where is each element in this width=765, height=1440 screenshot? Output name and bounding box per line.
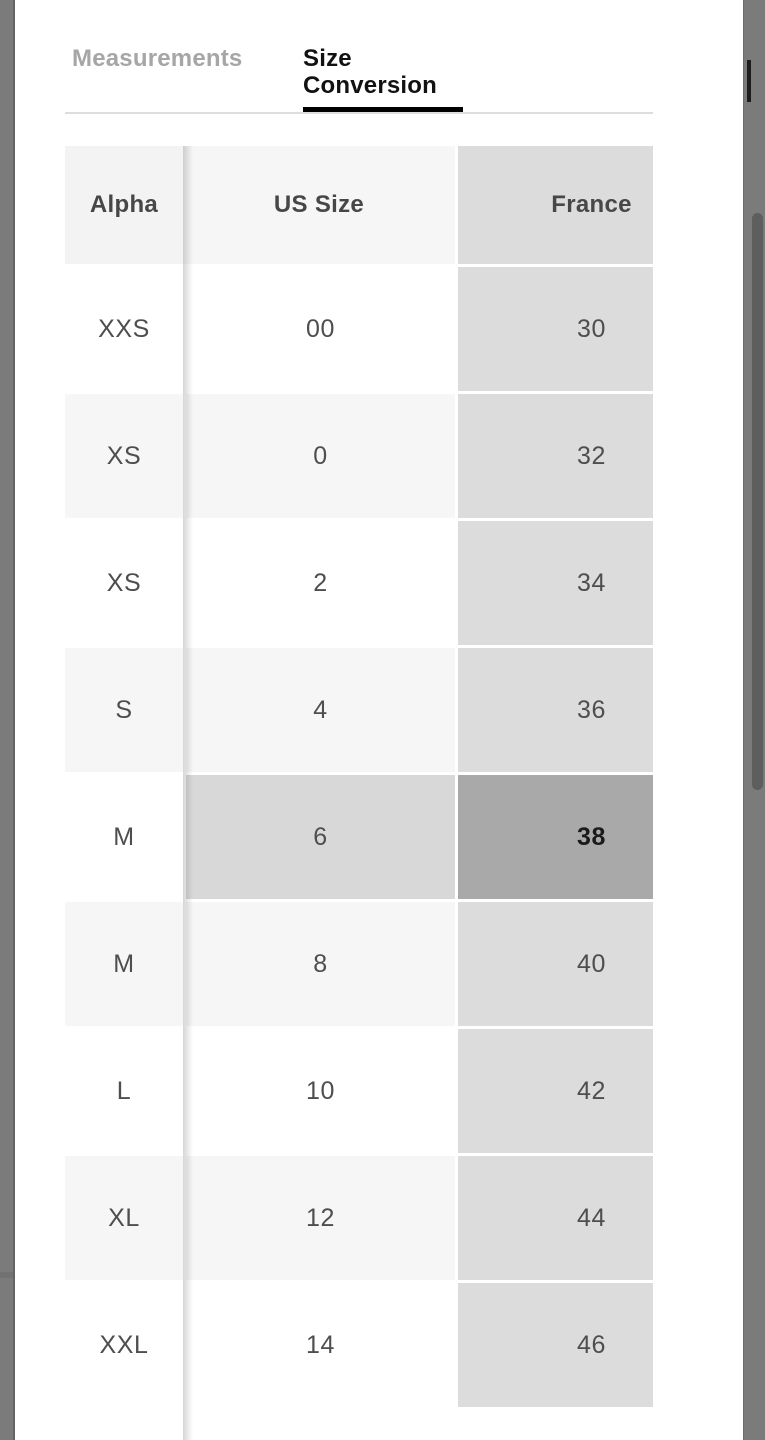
- backdrop-seam: [0, 1272, 13, 1278]
- table-row: [65, 394, 653, 521]
- table-row: [65, 648, 653, 775]
- alpha-cell: XS: [65, 521, 183, 648]
- france-cell: 30: [455, 267, 653, 394]
- column-header-us-size: US Size: [183, 146, 455, 267]
- alpha-cell: XS: [65, 394, 183, 521]
- table-row: [65, 902, 653, 1029]
- table-row: [65, 1283, 653, 1410]
- table-row: [65, 521, 653, 648]
- france-cell: 40: [455, 902, 653, 1029]
- column-header-france: France: [455, 146, 653, 267]
- alpha-cell: S: [65, 648, 183, 775]
- us-size-cell: 12: [183, 1156, 455, 1283]
- table-row-selected: [65, 775, 653, 902]
- france-cell: 36: [455, 648, 653, 775]
- scrollbar-thumb[interactable]: [752, 213, 763, 790]
- size-conversion-table: [65, 146, 653, 1410]
- alpha-cell: M: [65, 902, 183, 1029]
- alpha-cell: XL: [65, 1156, 183, 1283]
- table-row: [65, 267, 653, 394]
- alpha-cell: XXL: [65, 1283, 183, 1410]
- us-size-cell: 00: [183, 267, 455, 394]
- size-conversion-table-viewport[interactable]: [65, 146, 653, 1440]
- size-guide-panel: [15, 0, 743, 1440]
- size-guide-tabs: [15, 45, 743, 115]
- table-body: [65, 267, 653, 1410]
- table-row: [65, 1156, 653, 1283]
- us-size-cell: 10: [183, 1029, 455, 1156]
- france-cell: 34: [455, 521, 653, 648]
- us-size-cell: 6: [183, 775, 455, 902]
- us-size-cell: 2: [183, 521, 455, 648]
- background-page-element: [747, 60, 751, 102]
- alpha-cell: XXS: [65, 267, 183, 394]
- us-size-cell: 14: [183, 1283, 455, 1410]
- us-size-cell: 8: [183, 902, 455, 1029]
- column-header-alpha: Alpha: [65, 146, 183, 267]
- us-size-cell: 0: [183, 394, 455, 521]
- page-backdrop-right[interactable]: [743, 0, 765, 1440]
- alpha-cell: M: [65, 775, 183, 902]
- table-header-row: [65, 146, 653, 267]
- page-backdrop-left[interactable]: [0, 0, 15, 1440]
- france-cell: 44: [455, 1156, 653, 1283]
- alpha-cell: L: [65, 1029, 183, 1156]
- tab-measurements[interactable]: Measurements: [72, 45, 243, 72]
- france-cell: 46: [455, 1283, 653, 1410]
- tabs-divider: [65, 112, 653, 114]
- table-row: [65, 1029, 653, 1156]
- tab-size-conversion[interactable]: Size Conversion: [303, 45, 463, 112]
- france-cell: 38: [455, 775, 653, 902]
- us-size-cell: 4: [183, 648, 455, 775]
- france-cell: 42: [455, 1029, 653, 1156]
- france-cell: 32: [455, 394, 653, 521]
